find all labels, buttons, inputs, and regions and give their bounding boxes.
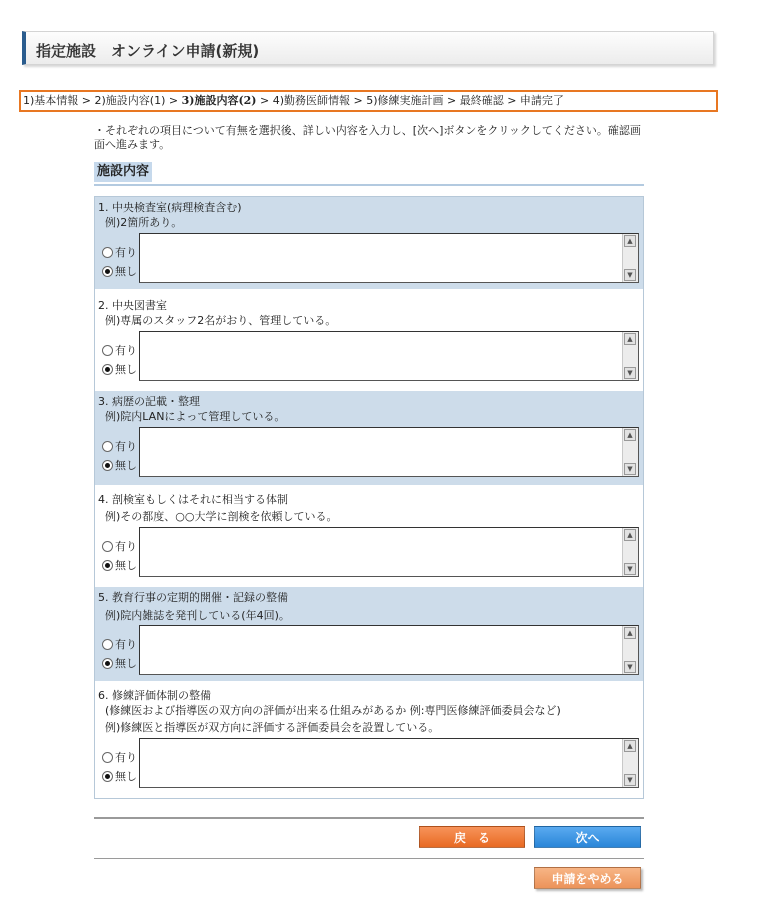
scroll-up-icon[interactable]: ▲ [624, 529, 636, 541]
item-title: 3. 病歴の記載・整理 [98, 395, 200, 408]
scroll-up-icon[interactable]: ▲ [624, 627, 636, 639]
scroll-up-icon[interactable]: ▲ [624, 740, 636, 752]
radio-yes[interactable] [102, 438, 137, 454]
radio-button-selected[interactable] [102, 658, 113, 669]
detail-textarea[interactable] [139, 527, 639, 577]
radio-label: 有り [115, 638, 137, 651]
item-title: 2. 中央図書室 [98, 299, 167, 312]
scrollbar[interactable] [622, 332, 638, 380]
scroll-up-icon[interactable]: ▲ [624, 235, 636, 247]
form-item-medical-records [95, 391, 643, 485]
item-example: 例)その都度、○○大学に剖検を依頼している。 [105, 510, 338, 523]
scroll-down-icon[interactable]: ▼ [624, 661, 636, 673]
radio-label: 有り [115, 540, 137, 553]
scroll-up-icon[interactable]: ▲ [624, 333, 636, 345]
radio-yes[interactable] [102, 636, 137, 652]
radio-label: 無し [115, 265, 137, 278]
radio-button[interactable] [102, 752, 113, 763]
detail-textarea[interactable] [139, 233, 639, 283]
divider [94, 858, 644, 859]
radio-button[interactable] [102, 345, 113, 356]
item-note: (修練医および指導医の双方向の評価が出来る仕組みがあるか 例:専門医修練評価委員会など) [105, 704, 561, 717]
breadcrumb-steps-after: > 4)勤務医師情報 > 5)修練実施計画 > 最終確認 > 申請完了 [256, 94, 564, 107]
section-header [94, 162, 644, 186]
form-item-evaluation [95, 685, 643, 797]
scroll-down-icon[interactable]: ▼ [624, 774, 636, 786]
radio-label: 無し [115, 559, 137, 572]
form-item-autopsy [95, 489, 643, 583]
radio-no[interactable] [102, 361, 137, 377]
scrollbar[interactable] [622, 234, 638, 282]
radio-label: 無し [115, 363, 137, 376]
scroll-up-icon[interactable]: ▲ [624, 429, 636, 441]
radio-no[interactable] [102, 263, 137, 279]
scroll-down-icon[interactable]: ▼ [624, 269, 636, 281]
section-title: 施設内容 [94, 162, 152, 182]
item-title: 6. 修練評価体制の整備 [98, 689, 211, 702]
radio-label: 有り [115, 344, 137, 357]
item-title: 5. 教育行事の定期的開催・記録の整備 [98, 591, 288, 604]
breadcrumb-steps-before: 1)基本情報 > 2)施設内容(1) > [23, 94, 182, 107]
radio-yes[interactable] [102, 244, 137, 260]
detail-textarea[interactable] [139, 427, 639, 477]
item-title: 1. 中央検査室(病理検査含む) [98, 201, 242, 214]
item-title: 4. 剖検室もしくはそれに相当する体制 [98, 493, 288, 506]
instruction-text: ・それぞれの項目について有無を選択後、詳しい内容を入力し、[次へ]ボタンをクリックしてください。確認画面へ進みます。 [94, 124, 641, 151]
form-item-education [95, 587, 643, 681]
detail-textarea[interactable] [139, 625, 639, 675]
breadcrumb [19, 90, 718, 112]
radio-button[interactable] [102, 639, 113, 650]
radio-label: 無し [115, 657, 137, 670]
radio-yes[interactable] [102, 342, 137, 358]
item-example: 例)専属のスタッフ2名がおり、管理している。 [105, 314, 337, 327]
radio-label: 無し [115, 459, 137, 472]
detail-textarea[interactable] [139, 738, 639, 788]
detail-textarea[interactable] [139, 331, 639, 381]
scrollbar[interactable] [622, 428, 638, 476]
cancel-application-button[interactable]: 申請をやめる [534, 867, 641, 889]
scroll-down-icon[interactable]: ▼ [624, 463, 636, 475]
radio-yes[interactable] [102, 749, 137, 765]
page-header [22, 31, 714, 65]
divider [94, 817, 644, 819]
form-item-central-lab [95, 197, 643, 289]
radio-button-selected[interactable] [102, 364, 113, 375]
radio-no[interactable] [102, 655, 137, 671]
page-title: 指定施設 オンライン申請(新規) [36, 42, 260, 60]
radio-button[interactable] [102, 441, 113, 452]
radio-label: 有り [115, 751, 137, 764]
radio-button-selected[interactable] [102, 560, 113, 571]
next-button[interactable]: 次へ [534, 826, 641, 848]
radio-button-selected[interactable] [102, 460, 113, 471]
radio-label: 有り [115, 246, 137, 259]
scrollbar[interactable] [622, 626, 638, 674]
radio-button[interactable] [102, 247, 113, 258]
back-button[interactable]: 戻 る [419, 826, 525, 848]
breadcrumb-current-step: 3)施設内容(2) [181, 94, 257, 107]
radio-label: 無し [115, 770, 137, 783]
radio-yes[interactable] [102, 538, 137, 554]
radio-label: 有り [115, 440, 137, 453]
item-example: 例)2箇所あり。 [105, 216, 183, 229]
radio-no[interactable] [102, 557, 137, 573]
scrollbar[interactable] [622, 528, 638, 576]
radio-no[interactable] [102, 768, 137, 784]
radio-button-selected[interactable] [102, 771, 113, 782]
radio-button[interactable] [102, 541, 113, 552]
radio-no[interactable] [102, 457, 137, 473]
item-example: 例)修練医と指導医が双方向に評価する評価委員会を設置している。 [105, 721, 440, 734]
radio-button-selected[interactable] [102, 266, 113, 277]
scroll-down-icon[interactable]: ▼ [624, 367, 636, 379]
item-example: 例)院内LANによって管理している。 [105, 410, 286, 423]
form-item-central-library [95, 295, 643, 387]
scroll-down-icon[interactable]: ▼ [624, 563, 636, 575]
scrollbar[interactable] [622, 739, 638, 787]
item-example: 例)院内雑誌を発刊している(年4回)。 [105, 609, 290, 622]
